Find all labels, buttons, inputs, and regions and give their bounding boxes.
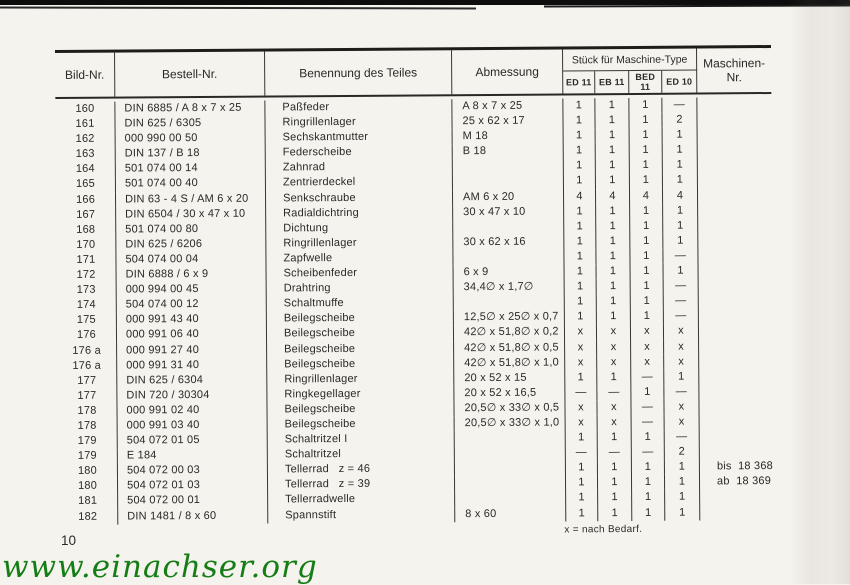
cell-bestell-nr: 000 991 43 40 [117,312,267,328]
cell-maschinen-nr [699,263,773,279]
cell-qty-ed11: 1 [564,249,596,264]
cell-qty-ed11: 1 [566,491,598,506]
cell-qty-bed11: 1 [631,309,664,324]
cell-abmessung [455,461,566,477]
cell-abmessung [455,446,566,462]
cell-benennung: Scheibenfeder [267,265,454,281]
cell-abmessung: 42∅ x 51,8∅ x 1,0 [454,355,565,371]
cell-qty-ed11: 1 [564,174,596,189]
cell-bestell-nr: 000 991 02 40 [117,402,267,418]
cell-qty-eb11: 1 [596,173,630,188]
cell-bestell-nr: 504 072 00 03 [118,463,268,479]
cell-qty-ed10: x [664,354,699,369]
cell-qty-ed10: x [664,399,699,414]
cell-bild-nr: 181 [58,494,118,510]
cell-bestell-nr: 504 072 01 03 [118,478,268,494]
cell-qty-eb11: 1 [598,430,632,445]
cell-benennung: Ringrillenlager [265,114,452,130]
cell-abmessung: 20,5∅ x 33∅ x 1,0 [455,415,566,431]
cell-bestell-nr: DIN 720 / 30304 [117,387,267,403]
cell-abmessung: 34,4∅ x 1,7∅ [454,280,565,296]
cell-bestell-nr: 504 074 00 04 [116,251,266,267]
cell-qty-ed11: 1 [564,128,596,143]
cell-abmessung: 6 x 9 [454,264,565,280]
cell-qty-ed11: x [565,400,597,415]
cell-qty-bed11: 1 [630,203,663,218]
header-machine-type-eb11: EB 11 [595,71,629,93]
cell-maschinen-nr [698,248,772,264]
cell-benennung: Dichtung [266,220,453,236]
cell-benennung: Schaltmuffe [267,295,454,311]
cell-qty-eb11: 4 [596,189,630,204]
cell-qty-bed11: 1 [630,234,663,249]
cell-abmessung: 30 x 62 x 16 [453,234,564,250]
cell-qty-ed11: — [565,385,597,400]
cell-bestell-nr: 501 074 00 80 [116,221,266,237]
cell-qty-ed10: x [664,324,699,339]
cell-abmessung: 25 x 62 x 17 [452,114,563,130]
cell-qty-bed11: — [632,415,665,430]
cell-benennung: Sechskantmutter [266,129,453,145]
cell-maschinen-nr [698,203,772,219]
watermark: www.einachser.org [2,549,318,585]
cell-bestell-nr: E 184 [118,448,268,464]
cell-bestell-nr: DIN 6888 / 6 x 9 [117,267,267,283]
cell-qty-bed11: — [632,445,665,460]
cell-abmessung [455,476,566,492]
cell-benennung: Ringrillenlager [266,235,453,251]
cell-qty-bed11: 1 [630,158,663,173]
cell-bestell-nr: 504 072 00 01 [118,493,268,509]
cell-bild-nr: 175 [57,313,117,329]
cell-bild-nr: 167 [56,207,116,223]
cell-qty-ed10: — [665,430,700,445]
cell-bild-nr: 172 [57,268,117,284]
cell-bild-nr: 164 [56,162,116,178]
cell-qty-ed11: 1 [566,506,598,521]
cell-qty-bed11: 1 [631,385,664,400]
cell-maschinen-nr [699,384,773,400]
cell-qty-ed11: x [565,355,597,370]
cell-abmessung: B 18 [453,144,564,160]
cell-bild-nr: 178 [57,403,117,419]
cell-bild-nr: 177 [57,373,117,389]
cell-benennung: Federscheibe [266,145,453,161]
cell-qty-ed11: 1 [565,370,597,385]
cell-qty-eb11: 1 [596,128,630,143]
cell-qty-bed11: 1 [632,430,665,445]
header-machine-type-bed11: BED 11 [629,71,662,93]
cell-qty-ed11: 1 [563,98,595,113]
cell-qty-eb11: 1 [598,506,632,521]
cell-qty-ed10: — [664,384,699,399]
cell-bestell-nr: 000 990 00 50 [116,131,266,147]
cell-bestell-nr: DIN 625 / 6206 [116,236,266,252]
cell-qty-bed11: 1 [632,490,665,505]
cell-qty-ed11: 1 [564,144,596,159]
cell-maschinen-nr [698,127,772,143]
cell-qty-bed11: 1 [629,98,662,113]
cell-qty-eb11: 1 [597,279,631,294]
header-maschinen-nr-line2: Nr. [726,70,742,85]
cell-benennung: Ringrillenlager [267,371,454,387]
cell-maschinen-nr [698,188,772,204]
cell-abmessung [453,174,564,190]
cell-benennung: Drahtring [267,280,454,296]
cell-bild-nr: 162 [56,132,116,148]
cell-benennung: Radialdichtring [266,205,453,221]
cell-qty-eb11: 1 [596,234,630,249]
cell-qty-ed11: 1 [563,113,595,128]
cell-maschinen-nr [700,505,774,521]
cell-qty-ed11: 1 [564,204,596,219]
cell-qty-bed11: x [631,339,664,354]
cell-qty-ed11: 1 [565,279,597,294]
cell-qty-eb11: 1 [596,143,630,158]
header-abmessung: Abmessung [452,49,563,94]
cell-qty-ed10: 2 [662,113,697,128]
cell-qty-eb11: 1 [598,490,632,505]
cell-bestell-nr: 000 991 31 40 [117,357,267,373]
footnote: x = nach Bedarf. [564,523,643,536]
cell-bild-nr: 177 [57,388,117,404]
cell-benennung: Zahnrad [266,160,453,176]
cell-qty-ed10: — [662,98,697,113]
cell-qty-ed11: 1 [566,460,598,475]
cell-benennung: Beilegscheibe [267,326,454,342]
cell-qty-ed11: x [565,340,597,355]
cell-abmessung: 20 x 52 x 15 [454,370,565,386]
header-machine-type-ed10: ED 10 [662,71,697,93]
cell-qty-ed11: 4 [564,189,596,204]
cell-maschinen-nr [698,233,772,249]
cell-maschinen-nr [700,429,774,445]
cell-abmessung: 42∅ x 51,8∅ x 0,2 [454,325,565,341]
cell-qty-ed11: 1 [565,310,597,325]
cell-maschinen-nr [700,489,774,505]
cell-qty-ed10: 1 [665,505,700,520]
cell-qty-eb11: 1 [597,264,631,279]
cell-qty-ed10: 1 [663,233,698,248]
cell-abmessung: 20 x 52 x 16,5 [454,385,565,401]
cell-abmessung: 12,5∅ x 25∅ x 0,7 [454,310,565,326]
cell-qty-eb11: 1 [597,294,631,309]
table-header [55,45,771,99]
cell-maschinen-nr [700,414,774,430]
cell-bild-nr: 170 [56,237,116,253]
cell-qty-ed10: — [664,309,699,324]
cell-qty-ed10: 1 [663,143,698,158]
cell-maschinen-nr [699,369,773,385]
cell-bild-nr: 176 [57,328,117,344]
cell-bild-nr: 178 [58,419,118,435]
cell-qty-bed11: 1 [630,173,663,188]
cell-qty-bed11: 1 [630,128,663,143]
cell-bestell-nr: 501 074 00 40 [116,176,266,192]
cell-qty-eb11: 1 [597,370,631,385]
cell-qty-ed10: 2 [665,445,700,460]
cell-bild-nr: 179 [58,449,118,465]
cell-qty-eb11: 1 [596,204,630,219]
cell-maschinen-nr [699,338,773,354]
cell-bestell-nr: DIN 6885 / A 8 x 7 x 25 [115,101,265,117]
cell-qty-bed11: 1 [631,279,664,294]
header-bestell-nr: Bestell-Nr. [115,52,265,97]
cell-abmessung [453,219,564,235]
cell-abmessung [453,249,564,265]
cell-qty-bed11: — [631,400,664,415]
cell-qty-bed11: x [631,354,664,369]
cell-qty-bed11: 1 [631,294,664,309]
header-benennung: Benennung des Teiles [265,50,452,95]
cell-maschinen-nr [699,308,773,324]
cell-qty-ed11: x [566,415,598,430]
cell-bild-nr: 180 [58,479,118,495]
cell-qty-bed11: 1 [631,264,664,279]
cell-qty-ed11: 1 [565,294,597,309]
cell-abmessung: A 8 x 7 x 25 [452,98,563,114]
cell-bild-nr: 180 [58,464,118,480]
cell-bestell-nr: DIN 625 / 6305 [115,116,265,132]
cell-qty-bed11: x [631,324,664,339]
header-machine-type-ed11: ED 11 [563,71,595,93]
cell-qty-bed11: — [631,369,664,384]
page-number: 10 [61,533,77,548]
cell-bild-nr: 161 [55,117,115,133]
cell-bild-nr: 165 [56,177,116,193]
cell-abmessung: M 18 [453,129,564,145]
cell-qty-ed10: — [664,279,699,294]
cell-maschinen-nr [697,112,771,128]
cell-qty-ed10: 4 [663,188,698,203]
cell-qty-eb11: — [597,385,631,400]
cell-maschinen-nr [699,354,773,370]
cell-qty-ed10: 1 [665,490,700,505]
header-maschinen-nr [697,48,771,93]
spare-parts-table [55,45,774,539]
cell-maschinen-nr [698,172,772,188]
cell-benennung: Schaltritzel [268,446,455,462]
cell-benennung: Beilegscheibe [267,311,454,327]
header-stueck-group: Stück für Maschine-Type [563,49,697,72]
cell-abmessung [453,159,564,175]
scan-shadow-right [790,0,850,584]
cell-abmessung: AM 6 x 20 [453,189,564,205]
cell-benennung: Zapfwelle [266,250,453,266]
cell-qty-bed11: 4 [630,188,663,203]
cell-maschinen-nr [699,323,773,339]
cell-qty-eb11: — [598,445,632,460]
cell-qty-bed11: 1 [632,460,665,475]
cell-qty-bed11: 1 [630,249,663,264]
cell-qty-ed10: — [663,248,698,263]
cell-qty-eb11: 1 [597,309,631,324]
cell-bestell-nr: 501 074 00 14 [116,161,266,177]
cell-qty-eb11: 1 [596,158,630,173]
cell-bestell-nr: 000 991 06 40 [117,327,267,343]
cell-qty-eb11: x [597,324,631,339]
cell-benennung: Ringkegellager [267,386,454,402]
cell-qty-ed10: 1 [665,475,700,490]
cell-benennung: Senkschraube [266,190,453,206]
cell-bild-nr: 174 [57,298,117,314]
cell-bild-nr: 171 [56,253,116,269]
cell-bestell-nr: DIN 6504 / 30 x 47 x 10 [116,206,266,222]
cell-maschinen-nr [700,444,774,460]
cell-bild-nr: 163 [56,147,116,163]
cell-bestell-nr: 504 074 00 12 [117,297,267,313]
cell-bestell-nr: DIN 1481 / 8 x 60 [118,508,268,524]
cell-qty-ed10: 1 [664,369,699,384]
cell-bestell-nr: 000 991 03 40 [118,417,268,433]
header-bild-nr: Bild-Nr. [55,53,115,97]
cell-qty-ed11: 1 [564,234,596,249]
cell-bild-nr: 160 [55,102,115,118]
cell-bild-nr: 166 [56,192,116,208]
cell-qty-bed11: 1 [632,475,665,490]
cell-qty-eb11: 1 [596,249,630,264]
cell-bestell-nr: 000 994 00 45 [117,282,267,298]
cell-bild-nr: 182 [58,509,118,525]
cell-benennung: Tellerrad z = 39 [268,477,455,493]
cell-qty-ed11: — [566,445,598,460]
cell-maschinen-nr [699,278,773,294]
cell-abmessung: 8 x 60 [455,506,566,522]
cell-qty-eb11: 1 [596,219,630,234]
cell-bestell-nr: 000 991 27 40 [117,342,267,358]
cell-maschinen-nr [698,218,772,234]
cell-qty-eb11: x [597,355,631,370]
cell-qty-bed11: 1 [630,219,663,234]
cell-qty-ed11: 1 [566,430,598,445]
cell-bild-nr: 179 [58,434,118,450]
cell-bild-nr: 173 [57,283,117,299]
cell-qty-ed10: 1 [664,264,699,279]
cell-abmessung [455,431,566,447]
cell-benennung: Tellerrad z = 46 [268,461,455,477]
cell-qty-bed11: 1 [632,505,665,520]
cell-qty-ed11: x [565,325,597,340]
cell-bild-nr: 176 a [57,358,117,374]
cell-abmessung: 20,5∅ x 33∅ x 0,5 [454,400,565,416]
cell-qty-ed11: 1 [565,264,597,279]
cell-qty-eb11: x [598,415,632,430]
scan-edge-top [0,0,850,5]
cell-qty-ed10: x [664,339,699,354]
cell-maschinen-nr [698,157,772,173]
cell-bild-nr: 176 a [57,343,117,359]
cell-benennung: Schaltritzel I [268,431,455,447]
header-maschinen-nr-line1: Maschinen- [703,56,766,71]
cell-bestell-nr: 504 072 01 05 [118,433,268,449]
cell-abmessung: 42∅ x 51,8∅ x 0,5 [454,340,565,356]
cell-benennung: Zentrierdeckel [266,175,453,191]
cell-qty-ed10: 1 [663,158,698,173]
cell-maschinen-nr: bis 18 368 [716,460,773,473]
cell-benennung: Paßfeder [265,99,452,115]
cell-maschinen-nr [699,399,773,415]
cell-qty-eb11: 1 [598,460,632,475]
cell-abmessung [455,491,566,507]
cell-qty-eb11: x [597,400,631,415]
cell-benennung: Tellerradwelle [268,492,455,508]
cell-qty-ed11: 1 [564,159,596,174]
cell-qty-eb11: 1 [595,98,629,113]
cell-qty-ed10: 1 [665,460,700,475]
cell-bestell-nr: DIN 137 / B 18 [116,146,266,162]
cell-qty-eb11: 1 [595,113,629,128]
cell-qty-eb11: x [597,339,631,354]
cell-bestell-nr: DIN 63 - 4 S / AM 6 x 20 [116,191,266,207]
cell-maschinen-nr: ab 18 369 [716,475,772,488]
cell-maschinen-nr [698,142,772,158]
cell-qty-bed11: 1 [630,143,663,158]
cell-qty-bed11: 1 [629,113,662,128]
cell-maschinen-nr [699,293,773,309]
cell-qty-eb11: 1 [598,475,632,490]
cell-qty-ed10: 1 [663,218,698,233]
cell-qty-ed10: 1 [663,128,698,143]
cell-qty-ed10: — [664,294,699,309]
cell-qty-ed10: x [665,414,700,429]
cell-benennung: Beilegscheibe [267,356,454,372]
table-body [55,97,774,525]
cell-qty-ed10: 1 [663,173,698,188]
cell-qty-ed10: 1 [663,203,698,218]
cell-bestell-nr: DIN 625 / 6304 [117,372,267,388]
cell-benennung: Spannstift [268,507,455,523]
cell-benennung: Beilegscheibe [267,341,454,357]
cell-bild-nr: 168 [56,222,116,238]
cell-qty-ed11: 1 [566,476,598,491]
cell-abmessung [454,295,565,311]
cell-qty-ed11: 1 [564,219,596,234]
cell-benennung: Beilegscheibe [268,416,455,432]
cell-abmessung: 30 x 47 x 10 [453,204,564,220]
cell-maschinen-nr [697,97,771,113]
cell-benennung: Beilegscheibe [267,401,454,417]
